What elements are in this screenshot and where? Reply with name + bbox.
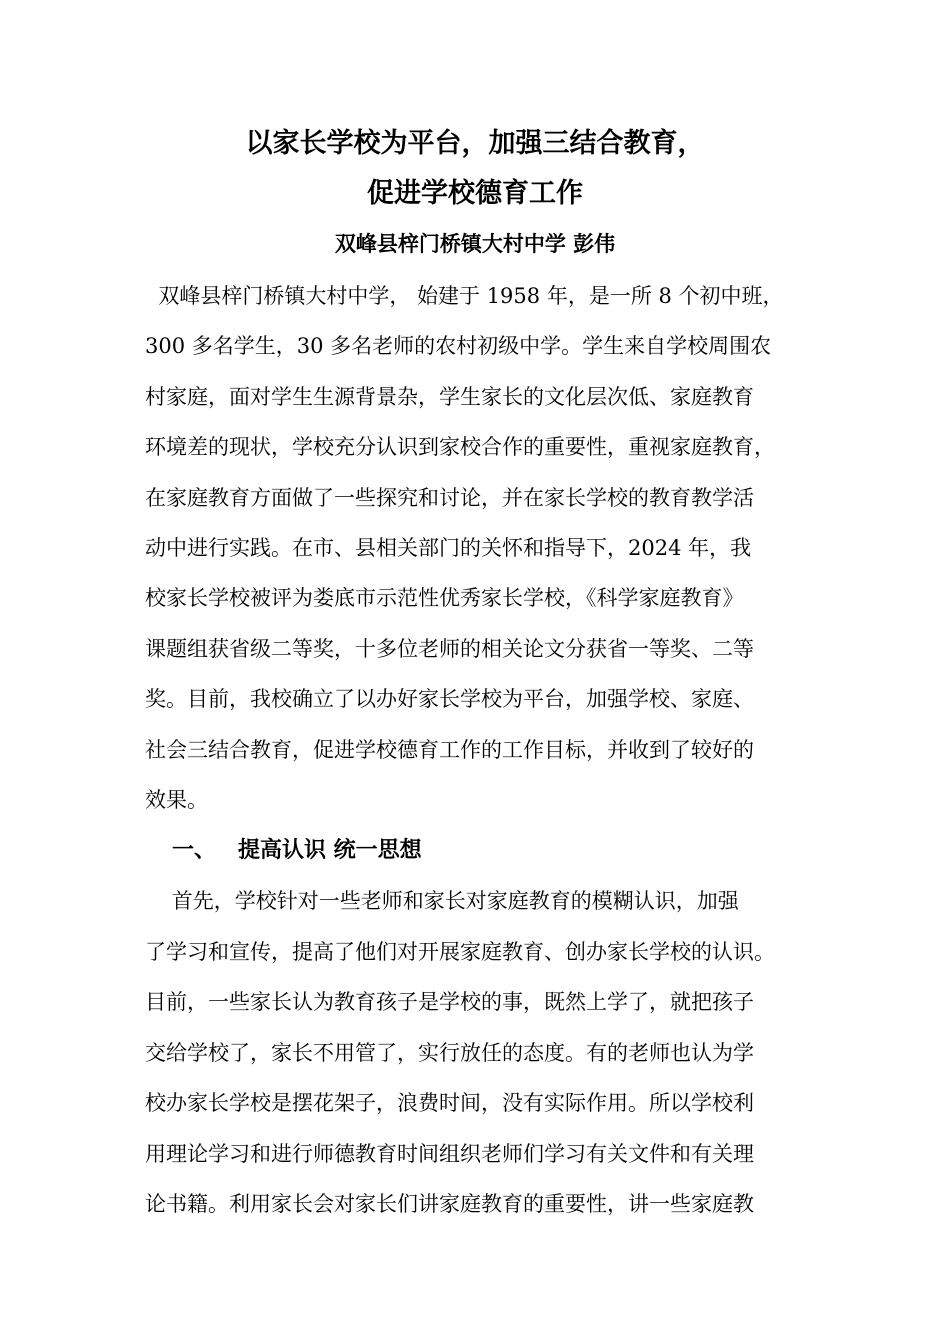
intro-line: 课题组获省级二等奖，十多位老师的相关论文分获省一等奖、二等 — [145, 637, 754, 661]
intro-line: 校家长学校被评为娄底市示范性优秀家长学校，《科学家庭教育》 — [145, 586, 744, 610]
intro-line: 动中进行实践。在市、县相关部门的关怀和指导下，2024 年，我 — [145, 536, 752, 560]
document-title-line-1: 以家长学校为平台，加强三结合教育， — [245, 128, 705, 159]
section-line: 目前，一些家长认为教育孩子是学校的事，既然上学了，就把孩子 — [145, 990, 754, 1014]
intro-line: 社会三结合教育，促进学校德育工作的工作目标，并收到了较好的 — [145, 738, 754, 762]
section-line: 交给学校了，家长不用管了，实行放任的态度。有的老师也认为学 — [145, 1041, 754, 1065]
section-line: 用理论学习和进行师德教育时间组织老师们学习有关文件和有关理 — [145, 1142, 754, 1166]
section-line: 了学习和宣传，提高了他们对开展家庭教育、创办家长学校的认识。 — [145, 940, 775, 964]
section-number: 一、 — [172, 838, 217, 863]
intro-line: 300 多名学生，30 多名老师的农村初级中学。学生来自学校周围农 — [145, 334, 772, 358]
intro-line: 双峰县梓门桥镇大村中学， 始建于 1958 年，是一所 8 个初中班， — [145, 284, 784, 308]
intro-line: 环境差的现状，学校充分认识到家校合作的重要性，重视家庭教育， — [145, 435, 775, 459]
intro-line: 村家庭，面对学生生源背景杂，学生家长的文化层次低、家庭教育 — [145, 385, 754, 409]
document-title-line-2: 促进学校德育工作 — [367, 178, 583, 209]
section-line: 校办家长学校是摆花架子，浪费时间，没有实际作用。所以学校利 — [145, 1091, 754, 1115]
section-line: 首先，学校针对一些老师和家长对家庭教育的模糊认识，加强 — [145, 889, 739, 913]
author-line: 双峰县梓门桥镇大村中学 彭伟 — [334, 232, 616, 256]
intro-line: 奖。目前，我校确立了以办好家长学校为平台，加强学校、家庭、 — [145, 687, 754, 711]
intro-line: 效果。 — [145, 788, 208, 812]
section-heading — [172, 836, 422, 866]
intro-line: 在家庭教育方面做了一些探究和讨论，并在家长学校的教育教学活 — [145, 486, 754, 510]
section-title: 提高认识 统一思想 — [238, 838, 422, 863]
section-line: 论书籍。利用家长会对家长们讲家庭教育的重要性，讲一些家庭教 — [145, 1192, 754, 1216]
